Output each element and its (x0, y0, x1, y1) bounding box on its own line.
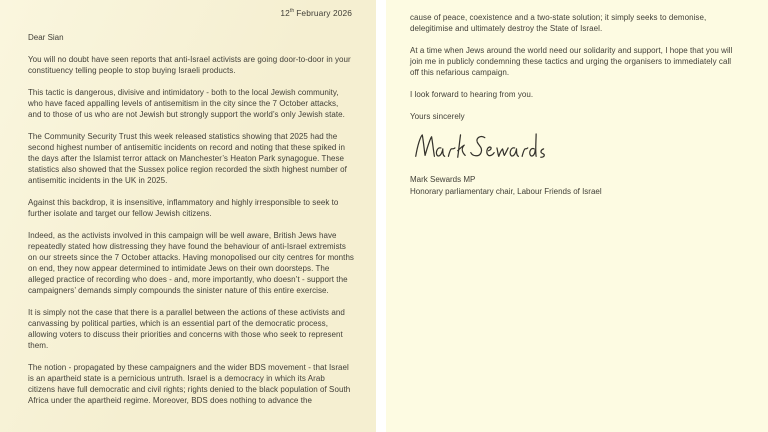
paragraph: The notion - propagated by these campaigners and the wider BDS movement - that Israel is an apartheid state is a pernicious untruth. Israel is a democracy in which its Arab citizens have full democratic and civil rights; rights denied to the black population of South Africa under the apartheid regime. Moreover, BDS does nothing to advance the (28, 363, 351, 405)
paragraph: Against this backdrop, it is insensitive, inflammatory and highly irresponsible to seek to further isolate and target our fellow Jewish citizens. (28, 198, 339, 218)
paragraph: At a time when Jews around the world need our solidarity and support, I hope that you will join me in publicly condemning these tactics and urging the organisers to immediately call off this nefarious campaign. (410, 46, 733, 77)
signer-name: Mark Sewards MP (410, 175, 476, 184)
paragraph: I look forward to hearing from you. (410, 90, 534, 99)
paragraph: This tactic is dangerous, divisive and intimidatory - both to the local Jewish community, who have faced appalling levels of antisemitism in the city since the 7 October attacks, and to those of us who are not Jewish but strongly support the world’s only Jewish state. (28, 88, 345, 119)
signature-svg (412, 128, 552, 166)
paragraph: The Community Security Trust this week released statistics showing that 2025 had the second highest number of antisemitic incidents on record and noting that these spiked in the days after the Islamist terror attack on Manchester’s Heaton Park synagogue. These statistics also showed that the Sussex police region recorded the sixth highest number of antisemitic incidents in the UK in 2025. (28, 132, 347, 185)
paragraph: You will no doubt have seen reports that anti-Israel activists are going door-to-door in your constituency telling people to stop buying Israeli products. (28, 55, 351, 75)
signer-title: Honorary parliamentary chair, Labour Friends of Israel (410, 187, 602, 196)
date-day: 12 (280, 8, 290, 18)
paragraph: Indeed, as the activists involved in this campaign will be well aware, British Jews have repeatedly stated how distressing they have found the behaviour of anti-Israel extremists on our streets since the 7 October attacks. Having monopolised our city centres for months on end, they now appear determined to intimidate Jews on their own doorsteps. The alleged practice of recording who does - and, more importantly, who doesn’t - support the campaigners’ demands simply compounds the sinister nature of this entire exercise. (28, 231, 354, 295)
page-divider (376, 0, 386, 432)
handwritten-signature (412, 128, 736, 168)
closing: Yours sincerely (410, 112, 465, 121)
paragraph: cause of peace, coexistence and a two-state solution; it simply seeks to demonise, delegitimise and ultimately destroy the State of Israel. (410, 13, 707, 33)
letter-date (28, 8, 352, 19)
salutation: Dear Sian (28, 33, 64, 42)
letter-page-1 (0, 0, 376, 432)
date-ordinal: th (289, 8, 295, 15)
date-month-year: February 2026 (296, 8, 352, 18)
paragraph: It is simply not the case that there is a parallel between the actions of these activists and canvassing by political parties, which is an essential part of the democratic process, allowing voters to discuss their priorities and concerns with those who seek to represent them. (28, 308, 345, 350)
letter-page-2 (386, 0, 768, 432)
